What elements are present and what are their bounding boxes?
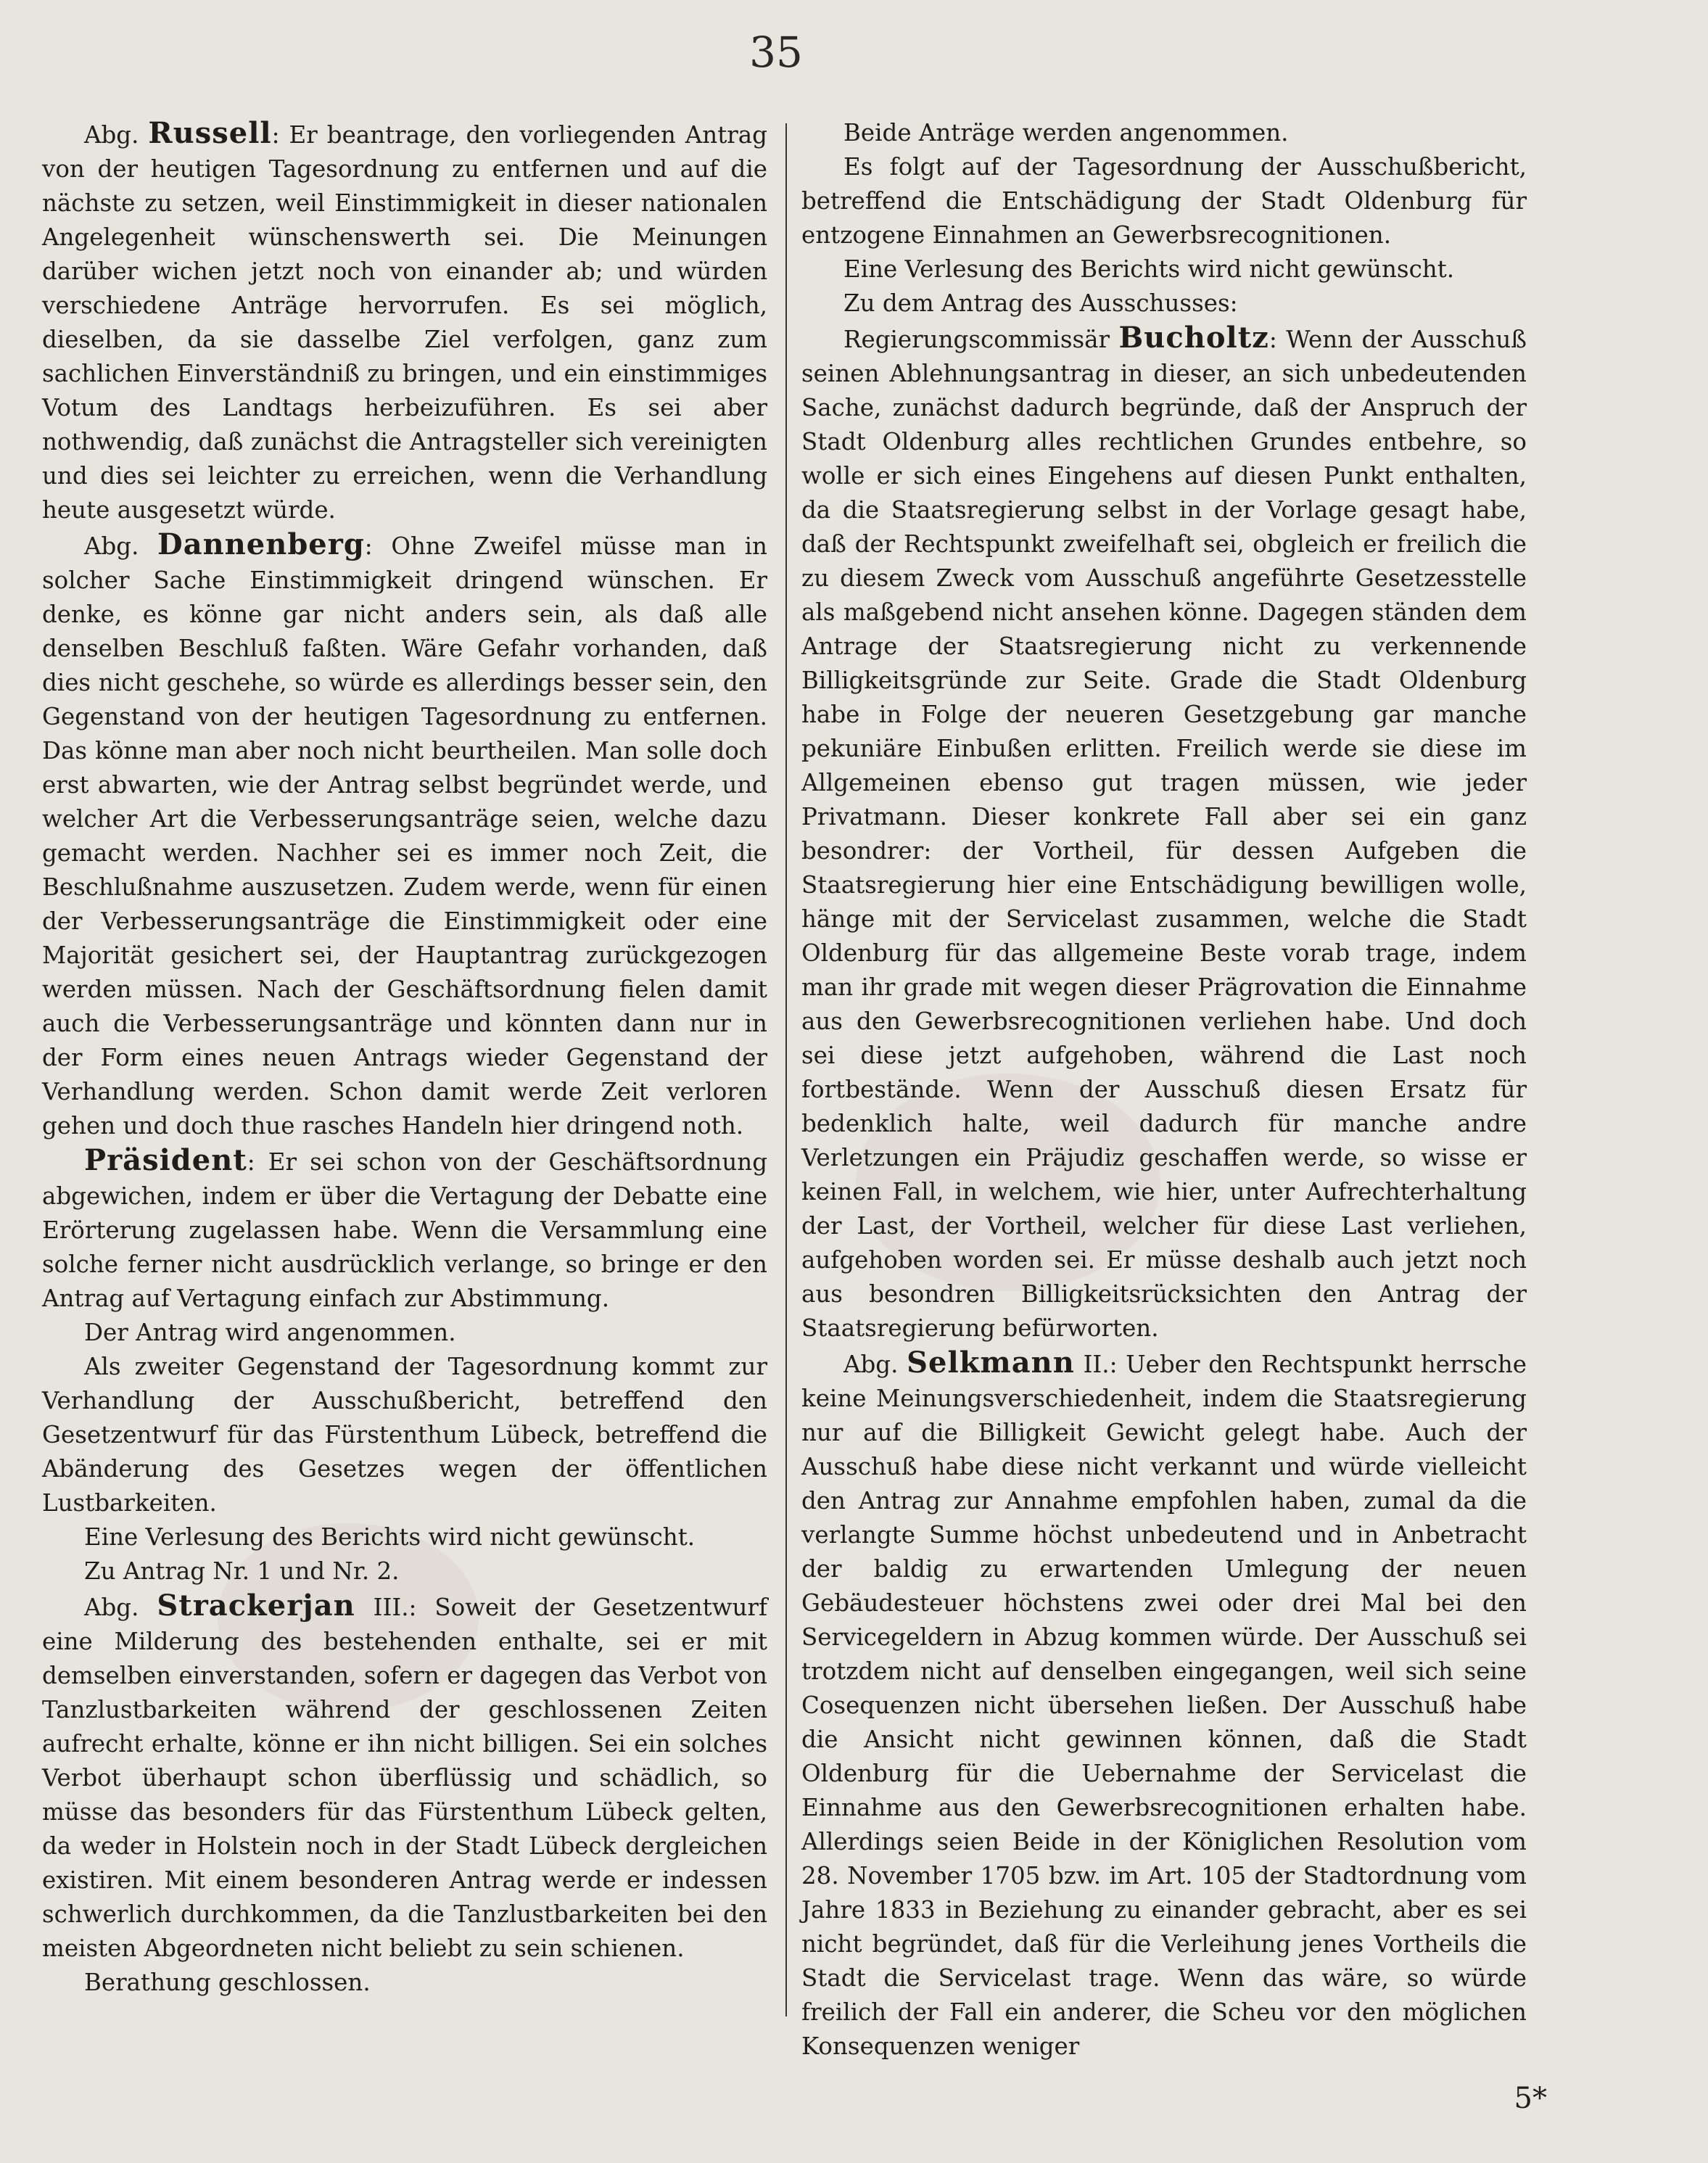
speaker-name: Russell: [148, 116, 272, 150]
signature-mark: 5*: [1514, 2082, 1547, 2115]
speaker-title: Abg.: [84, 532, 139, 560]
paragraph: [42, 1589, 767, 1966]
paragraph-text: Eine Verlesung des Berichts wird nicht gewünscht.: [84, 1523, 696, 1551]
paragraph-text: Zu Antrag Nr. 1 und Nr. 2.: [84, 1557, 400, 1585]
speaker-name: Strackerjan: [157, 1589, 355, 1623]
paragraph-text: Als zweiter Gegenstand der Tagesordnung kommt zur Verhandlung der Ausschußbericht, betreffend den Gesetzentwurf für das Fürstenthum Lübeck, betreffend die Abänderung des Gesetzes wegen der öffentlichen Lustbarkeiten.: [42, 1353, 767, 1517]
paragraph-text: Der Antrag wird angenommen.: [84, 1319, 456, 1346]
paragraph: [801, 252, 1527, 287]
paragraph: [42, 1143, 767, 1316]
speaker-suffix: :: [1268, 326, 1277, 353]
paragraph-text: Zu dem Antrag des Ausschusses:: [843, 289, 1238, 317]
paragraph: [42, 1350, 767, 1520]
page-number: 35: [749, 28, 803, 77]
paragraph: [42, 1316, 767, 1350]
paragraph: [801, 150, 1527, 252]
speaker-name: Präsident: [84, 1143, 247, 1177]
paragraph: [42, 1520, 767, 1554]
speaker-suffix: :: [364, 532, 373, 560]
paragraph-text: Ueber den Rechtspunkt herrsche keine Meinungsverschiedenheit, indem die Staatsregierung nur auf die Billigkeit Gewicht gelegt habe. Auch der Ausschuß habe diese nicht verkannt und würde vielleicht den Antrag zur Annahme empfohlen haben, zumal da die verlangte Summe höchst unbedeutend und in Anbetracht der baldig zu erwartenden Umlegung der neuen Gebäudesteuer höchstens zwei oder drei Mal bei den Servicegeldern in Abzug kommen würde. Der Ausschuß sei trotzdem nicht auf denselben eingegangen, weil sich seine Cosequenzen nicht übersehen ließen. Der Ausschuß habe die Ansicht nicht gewinnen können, daß die Stadt Oldenburg für die Uebernahme der Servicelast die Einnahme aus den Gewerbsrecognitionen erhalten habe. Allerdings seien Beide in der Königlichen Resolution vom 28. November 1705 bzw. im Art. 105 der Stadtordnung vom Jahre 1833 in Beziehung zu einander gebracht, aber es sei nicht begründet, daß für die Verleihung jenes Vortheils die Stadt die Servicelast trage. Wenn das wäre, so würde freilich der Fall ein anderer, die Scheu vor den möglichen Konsequenzen weniger: [801, 1351, 1527, 2060]
right-column: [801, 116, 1527, 2064]
paragraph-text: Eine Verlesung des Berichts wird nicht gewünscht.: [843, 255, 1455, 283]
speaker-name: Bucholtz: [1118, 321, 1269, 355]
paragraph-text: Wenn der Ausschuß seinen Ablehnungsantrag in dieser, an sich unbedeutenden Sache, zunächst dadurch begründe, daß der Anspruch der Stadt Oldenburg alles rechtlichen Grundes entbehre, so wolle er sich eines Eingehens auf diesen Punkt enthalten, da die Staatsregierung selbst in der Vorlage gesagt habe, daß der Rechtspunkt zweifelhaft sei, obgleich er freilich die zu diesem Zweck vom Ausschuß angeführte Gesetzesstelle als maßgebend nicht ansehen könne. Dagegen ständen dem Antrage der Staatsregierung nicht zu verkennende Billigkeitsgründe zur Seite. Grade die Stadt Oldenburg habe in Folge der neueren Gesetzgebung gar manche pekuniäre Einbußen erlitten. Freilich werde sie diese im Allgemeinen ebenso gut tragen müssen, wie jeder Privatmann. Dieser konkrete Fall aber sei ein ganz besondrer: der Vortheil, für dessen Aufgeben die Staatsregierung hier eine Entschädigung bewilligen wolle, hänge mit der Servicelast zusammen, welche die Stadt Oldenburg für das allgemeine Beste vorab trage, indem man ihr grade mit wegen dieser Prägrovation die Einnahme aus den Gewerbsrecognitionen verliehen habe. Und doch sei diese jetzt aufgehoben, während die Last noch fortbestände. Wenn der Ausschuß diesen Ersatz für bedenklich halte, weil dadurch für manche andre Verletzungen ein Präjudiz geschaffen werde, so wisse er keinen Fall, in welchem, wie hier, unter Aufrechterhaltung der Last, der Vortheil, welcher für diese Last verliehen, aufgehoben worden sei. Er müsse deshalb auch jetzt noch aus besondren Billigkeitsrücksichten den Antrag der Staatsregierung befürworten.: [801, 326, 1527, 1342]
speaker-suffix: :: [271, 121, 280, 149]
speaker-title: Abg.: [84, 121, 139, 149]
speaker-title: Regierungscommissär: [843, 326, 1110, 353]
paragraph: [801, 321, 1527, 1346]
paragraph: [801, 116, 1527, 150]
speaker-suffix: III.:: [355, 1594, 417, 1621]
paragraph: [801, 1346, 1527, 2064]
paragraph: [42, 527, 767, 1143]
speaker-title: Abg.: [843, 1351, 899, 1378]
paragraph-text: Berathung geschlossen.: [84, 1969, 371, 1996]
speaker-name: Selkmann: [907, 1346, 1075, 1380]
paragraph-text: Er sei schon von der Geschäftsordnung abgewichen, indem er über die Vertagung der Debatte eine Erörterung zugelassen habe. Wenn die Versammlung eine solche ferner nicht ausdrücklich verlange, so bringe er den Antrag auf Vertagung einfach zur Abstimmung.: [42, 1148, 767, 1312]
speaker-title: Abg.: [84, 1594, 139, 1621]
paragraph-text: Beide Anträge werden angenommen.: [843, 119, 1289, 147]
paragraph: [42, 1966, 767, 2000]
column-divider: [785, 123, 787, 2016]
paragraph-text: Ohne Zweifel müsse man in solcher Sache Einstimmigkeit dringend wünschen. Er denke, es könne gar nicht anders sein, als daß alle denselben Beschluß faßten. Wäre Gefahr vorhanden, daß dies nicht geschehe, so würde es allerdings besser sein, den Gegenstand von der heutigen Tagesordnung zu entfernen. Das könne man aber noch nicht beurtheilen. Man solle doch erst abwarten, wie der Antrag selbst begründet werde, und welcher Art die Verbesserungsanträge seien, welche dazu gemacht werden. Nachher sei es immer noch Zeit, die Beschlußnahme auszusetzen. Zudem werde, wenn für einen der Verbesserungsanträge die Einstimmigkeit oder eine Majorität gesichert sei, der Hauptantrag zurückgezogen werden müssen. Nach der Geschäftsordnung fielen damit auch die Verbesserungsanträge und könnten dann nur in der Form eines neuen Antrags wieder Gegenstand der Verhandlung werden. Schon damit werde Zeit verloren gehen und doch thue rasches Handeln hier dringend noth.: [42, 532, 767, 1140]
paragraph: [42, 1554, 767, 1589]
left-column: [42, 116, 767, 2000]
paragraph-text: Soweit der Gesetzentwurf eine Milderung des bestehenden enthalte, sei er mit demselben einverstanden, sofern er dagegen das Verbot von Tanzlustbarkeiten während der geschlossenen Zeiten aufrecht erhalte, könne er ihn nicht billigen. Sei ein solches Verbot überhaupt schon überflüssig und schädlich, so müsse das besonders für das Fürstenthum Lübeck gelten, da weder in Holstein noch in der Stadt Lübeck dergleichen existiren. Mit einem besonderen Antrag werde er indessen schwerlich durchkommen, da die Tanzlustbarkeiten bei den meisten Abgeordneten nicht beliebt zu sein schienen.: [42, 1594, 767, 1962]
paragraph: [801, 287, 1527, 321]
speaker-suffix: II.:: [1074, 1351, 1118, 1378]
paragraph: [42, 116, 767, 527]
paragraph-text: Er beantrage, den vorliegenden Antrag von der heutigen Tagesordnung zu entfernen und auf die nächste zu setzen, weil Einstimmigkeit in dieser nationalen Angelegenheit wünschenswerth sei. Die Meinungen darüber wichen jetzt noch von einander ab; und würden verschiedene Anträge hervorrufen. Es sei möglich, dieselben, da sie dasselbe Ziel verfolgen, ganz zum sachlichen Einverständniß zu bringen, und ein einstimmiges Votum des Landtags herbeizuführen. Es sei aber nothwendig, daß zunächst die Antragsteller sich vereinigten und dies sei leichter zu erreichen, wenn die Verhandlung heute ausgesetzt würde.: [42, 121, 767, 524]
paragraph-text: Es folgt auf der Tagesordnung der Ausschußbericht, betreffend die Entschädigung der Stadt Oldenburg für entzogene Einnahmen an Gewerbsrecognitionen.: [801, 153, 1527, 249]
speaker-name: Dannenberg: [157, 527, 365, 561]
speaker-suffix: :: [247, 1148, 255, 1176]
